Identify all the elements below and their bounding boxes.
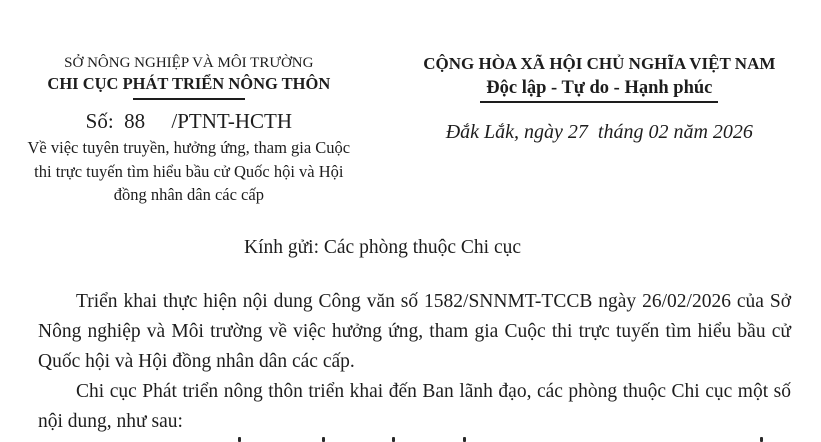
national-header-block (378, 53, 821, 207)
clipped-glyph-top (322, 437, 325, 442)
document-subject: Về việc tuyên truyền, hưởng ứng, tham gia Cuộc thi trực tuyến tìm hiểu bầu cử Quốc hội và Hội đồng nhân dân các cấp (27, 138, 351, 204)
document-header (0, 0, 821, 207)
issuing-org-name: CHI CỤC PHÁT TRIỂN NÔNG THÔN (47, 74, 331, 93)
salutation-line: Kính gửi: Các phòng thuộc Chi cục (243, 236, 522, 258)
national-motto-wrap (378, 76, 821, 103)
org-name-underline (133, 98, 245, 100)
document-number: Số: 88 /PTNT-HCTH (85, 109, 292, 133)
national-title: CỘNG HÒA XÃ HỘI CHỦ NGHĨA VIỆT NAM (423, 54, 776, 73)
body-paragraph-2: Chi cục Phát triển nông thôn triển khai đến Ban lãnh đạo, các phòng thuộc Chi cục một số nội dung, như sau: (38, 380, 791, 432)
clipped-glyph-top (463, 437, 466, 442)
place-and-date: Đắk Lắk, ngày 27 tháng 02 năm 2026 (445, 121, 753, 143)
document-body (0, 287, 821, 437)
clipped-glyph-top (238, 437, 241, 442)
body-paragraph-1: Triển khai thực hiện nội dung Công văn số 1582/SNNMT-TCCB ngày 26/02/2026 của Sở Nông nghiệp và Môi trường về việc hưởng ứng, tham gia Cuộc thi trực tuyến tìm hiểu bầu cử Quốc hội và Hội đồng nhân dân các cấp. (38, 290, 791, 372)
national-motto: Độc lập - Tự do - Hạnh phúc (480, 76, 718, 103)
clipped-next-line (0, 437, 821, 442)
clipped-glyph-top (392, 437, 395, 442)
clipped-glyph-top (760, 437, 763, 442)
issuing-parent-org: SỞ NÔNG NGHIỆP VÀ MÔI TRƯỜNG (64, 55, 314, 71)
issuer-block (0, 53, 378, 207)
